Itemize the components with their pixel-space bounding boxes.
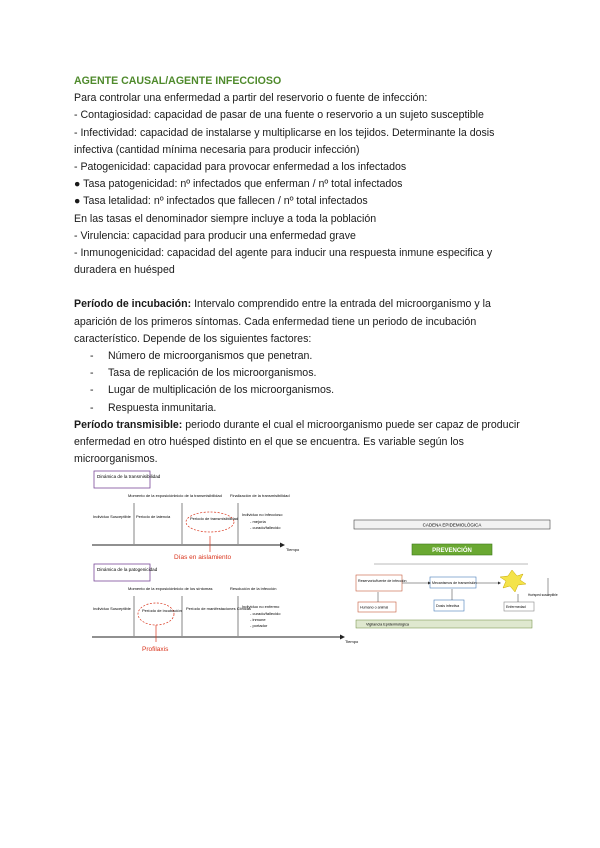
transmisibilidad-highlight [186,512,234,532]
patogenicidad-box-label: Dinámica de la patogenicidad [97,567,158,572]
reservoir-box [356,575,402,591]
patogenicidad-line: - Patogenicidad: capacidad para provocar enfermedad a los infectados [74,161,407,174]
transmission-label: Mecanismos de transmisión [432,581,477,585]
incubacion-highlight [138,603,174,625]
top-label-3: Finalización de la transmisibilidad [230,493,290,498]
top-label-2: Inicio de la transmisibilidad [174,493,222,498]
infectividad-line: - Infectividad: capacidad de instalarse y multiplicarse en los tejidos. Determinante la dosis infectiva (cantidad mínima necesaria para producir infección) [74,126,495,156]
top-row-2: Periodo de latencia [136,514,171,519]
bottom-label-1: Momento de la exposición [128,586,175,591]
transmissible-paragraph [74,417,534,469]
incubation-text: Intervalo comprendido entre la entrada del microorganismo y la aparición de los primeros síntomas. Cada enfermedad tiene un periodo de incubación característico. Depende de los siguientes factores: [74,298,491,345]
surveillance-label: Vigilancia Epidemiológica [366,622,409,627]
bottom-row-2: Período de incubación [142,608,182,613]
incubation-label: Período de incubación: [74,298,192,311]
section-heading: AGENTE CAUSAL/AGENTE INFECCIOSO [74,75,282,87]
bottom-label-2: Inicio de los síntomas [174,586,213,591]
lower-box-2: Dosis infectiva [436,604,460,608]
bottom-row-4: Individuo no enfermo [242,604,280,609]
chain-title: CADENA EPIDEMIOLÓGICA [422,522,482,528]
bottom-row-3: Período de manifestaciones Clínicas [186,606,251,611]
top-outcome-2: - curado/fallecido [250,525,281,530]
bottom-row-1: Individuo Susceptible [93,606,131,611]
top-row-1: Individuo Susceptible [93,514,131,519]
bottom-outcome-3: - portador [250,623,268,628]
transmissible-label: Período transmisible: [74,418,183,431]
list-item: - Tasa de replicación de los microorganismos. [74,365,534,382]
bottom-outcome-1: - curado/fallecido [250,611,281,616]
contagiosidad-line: - Contagiosidad: capacidad de pasar de una fuente o reservorio a un sujeto susceptible [74,109,484,122]
list-item: - Lugar de multiplicación de los microorganismos. [74,382,534,399]
top-row-4: Individuo no infeccioso [242,512,283,517]
list-item: - Respuesta inmunitaria. [74,400,534,417]
reservoir-label: Reservorio/fuente de infección [358,579,407,583]
bottom-outcome-2: - inmune [250,617,266,622]
host-burst-icon [500,570,526,592]
denominador-line: En las tasas el denominador siempre incluye a toda la población [74,212,377,225]
transmissible-text: periodo durante el cual el microorganismo puede ser capaz de producir enfermedad en otro huésped distinto en el que se encuentra. Es variable según los microorganismos. [74,418,520,466]
factor-list [74,348,534,417]
virulencia-line: - Virulencia: capacidad para producir una enfermedad grave [74,229,356,242]
time-label-top: Tiempo [286,547,300,552]
intro-text: Para controlar una enfermedad a partir del reservorio o fuente de infección: [74,92,428,105]
inmunogenicidad-line: - Inmunogenicidad: capacidad del agente para inducir una respuesta inmune especifica y duradera en huésped [74,247,493,277]
list-item: - Número de microorganismos que penetran. [74,348,534,365]
top-outcome-1: - mejoría [250,519,266,524]
lower-box-3: Enfermedad [506,605,526,609]
incubation-paragraph [74,296,534,348]
lower-box-1: Humano o animal [360,605,389,610]
transmisibilidad-box-label: Dinámica de la transmisibilidad [97,474,161,479]
document-body [74,73,534,468]
red-label-aislamiento: Días en aislamiento [174,554,232,561]
tasa-patogenicidad-line: ● Tasa patogenicidad: nº infectados que enferman / nº total infectados [74,178,403,191]
red-label-profilaxis: Profilaxis [142,646,169,653]
top-row-3: Periodo de transmisibilidad [190,516,239,521]
bottom-label-3: Resolución de la infección [230,586,277,591]
host-label: Huésped susceptible [528,593,558,597]
dynamics-diagram [90,468,360,658]
top-label-1: Momento de la exposición [128,493,175,498]
time-label-bottom: Tiempo [345,639,359,644]
tasa-letalidad-line: ● Tasa letalidad: nº infectados que fallecen / nº total infectados [74,195,368,208]
prevention-label: PREVENCIÓN [432,548,472,554]
epidemiological-chain-diagram [352,518,558,638]
